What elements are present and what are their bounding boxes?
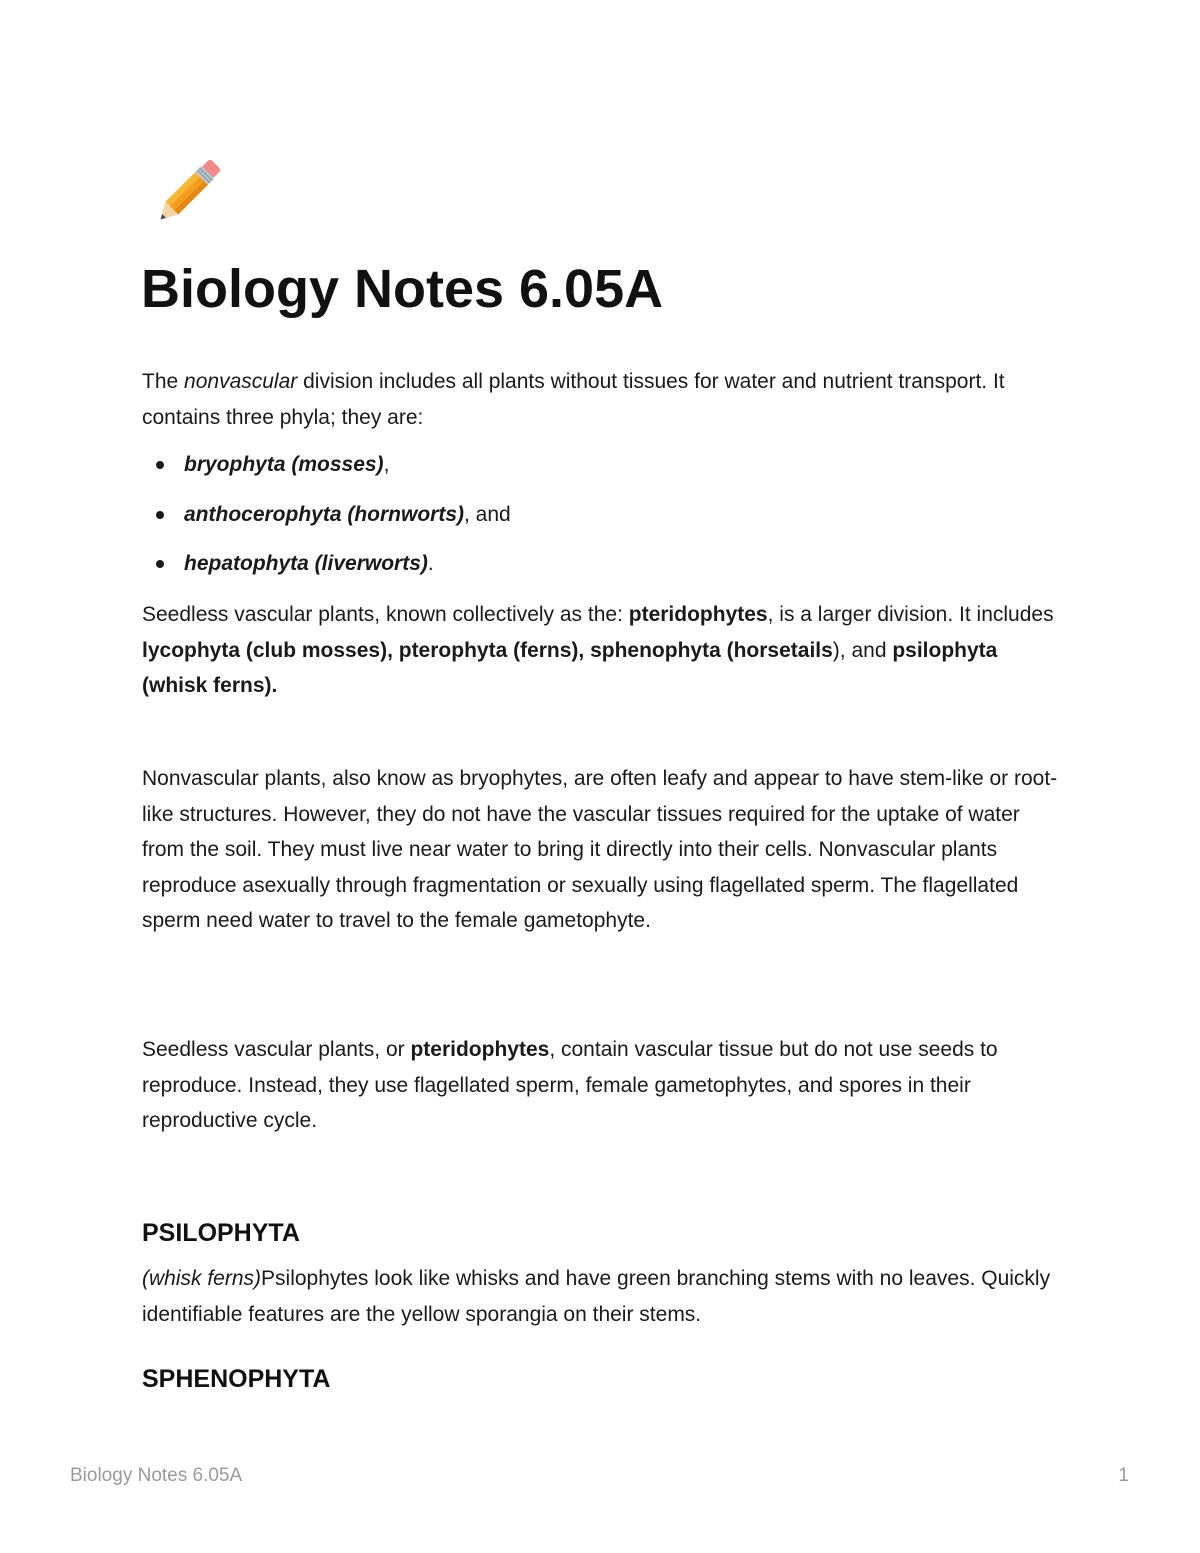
list-item xyxy=(142,497,511,547)
pteridophytes-term: pteridophytes xyxy=(410,1038,550,1061)
bullet-icon xyxy=(156,560,164,568)
phylum-suffix: , xyxy=(383,453,390,476)
seedless-psilophyta: psilophyta (whisk ferns). xyxy=(142,638,998,697)
psilophyta-heading: PSILOPHYTA xyxy=(142,1219,300,1247)
sphenophyta-heading: SPHENOPHYTA xyxy=(142,1365,331,1393)
seedless-phyla: lycophyta (club mosses), pterophyta (ferns), sphenophyta (horsetails xyxy=(142,638,833,662)
pteridophytes-paragraph xyxy=(142,1032,1062,1139)
list-item xyxy=(142,546,511,596)
intro-text-2: division includes all plants without tissues for water and nutrient transport. It contains three phyla; they are: xyxy=(142,370,1005,429)
nonvascular-paragraph: Nonvascular plants, also know as bryophytes, are often leafy and appear to have stem-like or root-like structures. However, they do not have the vascular tissues required for the uptake of water from the soil. They must live near water to bring it directly into their cells. Nonvascular plants reproduce asexually through fragmentation or sexually using flagellated sperm. The flagellated sperm need water to travel to the female gametophyte. xyxy=(142,767,1058,932)
seedless-term: pteridophytes xyxy=(628,603,768,626)
seedless-text-3: ), and xyxy=(832,638,893,662)
pteridophytes-text-2: , contain vascular tissue but do not use seeds to reproduce. Instead, they use flagellated sperm, female gametophytes, and spores in their reproductive cycle. xyxy=(142,1038,998,1132)
page-title: Biology Notes 6.05A xyxy=(141,259,664,319)
seedless-paragraph xyxy=(142,597,1062,704)
page-number: 1 xyxy=(1118,1465,1129,1486)
psilophyta-common-name: (whisk ferns) xyxy=(142,1267,262,1290)
psilophyta-description: Psilophytes look like whisks and have green branching stems with no leaves. Quickly identifiable features are the yellow sporangia on their stems. xyxy=(142,1267,1051,1326)
phylum-suffix: , and xyxy=(464,502,511,526)
seedless-text-1: Seedless vascular plants, known collectively as the: xyxy=(142,603,629,626)
pteridophytes-text-1: Seedless vascular plants, or xyxy=(142,1038,411,1061)
phylum-suffix: . xyxy=(427,552,434,575)
bullet-icon xyxy=(156,461,164,469)
intro-text-1: The xyxy=(142,370,185,393)
intro-paragraph xyxy=(142,364,1062,435)
list-item xyxy=(142,447,511,497)
psilophyta-paragraph xyxy=(142,1261,1062,1332)
phyla-list xyxy=(142,447,511,596)
seedless-text-2: , is a larger division. It includes xyxy=(767,603,1054,626)
intro-emphasis: nonvascular xyxy=(184,370,298,393)
bullet-icon xyxy=(156,511,164,519)
phylum-name: hepatophyta (liverworts) xyxy=(184,552,428,575)
footer-title: Biology Notes 6.05A xyxy=(70,1465,243,1486)
phylum-name: anthocerophyta (hornworts) xyxy=(184,502,465,526)
phylum-name: bryophyta (mosses) xyxy=(184,453,384,476)
pencil-icon xyxy=(142,150,230,238)
